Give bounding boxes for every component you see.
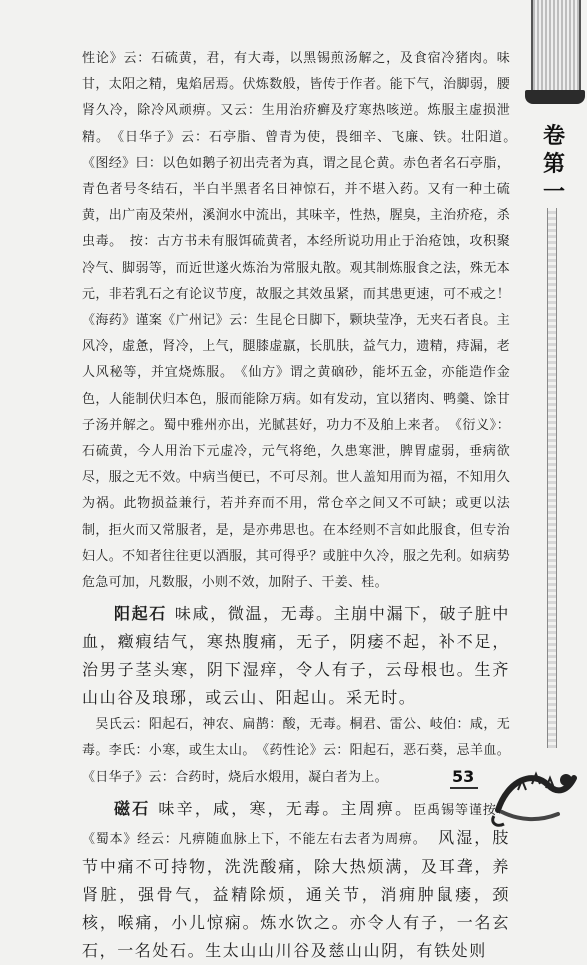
- volume-label: 卷第一: [542, 123, 565, 205]
- decorative-vertical-rule: [547, 208, 557, 748]
- entry-text-cishi-b: 风湿，肢节中痛不可持物，洗洗酸痛，除大热烦满，及耳聋，养肾脏，强骨气，益精除烦，通关节，消痈肿鼠瘘，颈核，喉痛，小儿惊痫。炼水饮之。亦令人有子，一名玄石，一名处石。生太山山川谷及慈山山阴，有铁处则: [82, 828, 510, 961]
- entry-yangqishi: [82, 600, 510, 712]
- page-number-rule: [450, 787, 478, 789]
- decorative-border-cap: [525, 90, 585, 104]
- side-ornament: [523, 0, 587, 841]
- decorative-border-top: [531, 0, 581, 98]
- entry-note-yangqishi: 吴氏云：阳起石，神农、扁鹊：酸，无毒。桐君、雷公、岐伯：咸，无毒。李氏：小寒，或生太山。 《药性论》云：阳起石，恶石葵，忌羊血。《日华子》云：合药时，烧后水煅用，凝白者为上。: [82, 717, 510, 785]
- page-number: 53: [452, 767, 475, 786]
- entry-text-cishi-a: 味辛，咸，寒，无毒。主周痹。: [158, 798, 414, 818]
- main-text-column: [82, 46, 524, 965]
- paragraph-sulfur-commentary: 性论》云：石硫黄，君，有大毒，以黑锡煎汤解之，及食宿冷猪肉。味甘，太阳之精，鬼焰居焉。伏炼数般，皆传于作者。能下气，治脚弱，腰肾久冷，除冷风顽痹。又云：生用治疥癣及疗寒热咳逆。炼服主虚损泄精。 《日华子》云：石亭脂、曾青为使，畏细辛、飞廉、铁。壮阳道。 《图经》曰：以色如鹅子初出壳者为真，谓之昆仑黄。赤色者名石亭脂，青色者号冬结石，半白半黑者名日神惊石，并不堪入药。又有一种土硫黄，出广南及荣州，溪涧水中流出，其味辛，性热，腥臭，主治疥疮，杀虫毒。 按：古方书未有服饵硫黄者，本经所说功用止于治疮蚀，攻积聚冷气、脚弱等，而近世遂火炼治为常服丸散。观其制炼服食之法，殊无本元，非若乳石之有论议节度，故服之其效虽紧，而其患更速，可不戒之！ 《海药》谨案《广州记》云：生昆仑日脚下，颗块莹净，无夹石者良。主风冷，虚惫，肾冷，上气，腿膝虚羸，长肌肤，益气力，遗精，痔漏，老人风秘等，并宜烧炼服。 《仙方》谓之黄硇砂，能坏五金，亦能造作金色，人能制伏归本色，服而能除万病。如有发动，宜以猪肉、鸭羹、馀甘子汤并解之。蜀中雅州亦出，光腻甚好，功力不及舶上来者。 《衍义》：石硫黄，今人用治下元虚冷，元气将绝，久患寒泄，脾胃虚弱，垂病欲尽，服之无不效。中病当便已，不可尽剂。世人盖知用而为福，不知用久为祸。此物损益兼行，若并弃而不用，常仓卒之间又不可缺；或更以法制，拒火而又常服者，是，是亦弗思也。在本经则不言如此服食，但专治妇人。不知者往往更以酒服，其可得乎？或脏中久冷，服之先利。如病势危急可加，凡数服，小则不效，加附子、干姜、桂。: [82, 51, 524, 591]
- entry-heading-cishi: 磁石: [114, 798, 151, 818]
- dragon-ornament-icon: [488, 750, 580, 830]
- entry-heading-yangqishi: 阳起石: [114, 604, 167, 624]
- entry-text-yangqishi: 味咸，微温，无毒。主崩中漏下，破子脏中血，癥瘕结气，寒热腹痛，无子，阴痿不起，补不足，治男子茎头寒，阴下湿痒，令人有子，云母根也。生齐山山谷及琅琊，或云山、阳起山。采无时。: [82, 604, 510, 708]
- entry-note-cishi: 臣禹锡等谨按：《蜀本》经云：凡痹随血脉上下，不能左右去者为周痹。: [82, 802, 511, 848]
- entry-cishi: [82, 795, 510, 965]
